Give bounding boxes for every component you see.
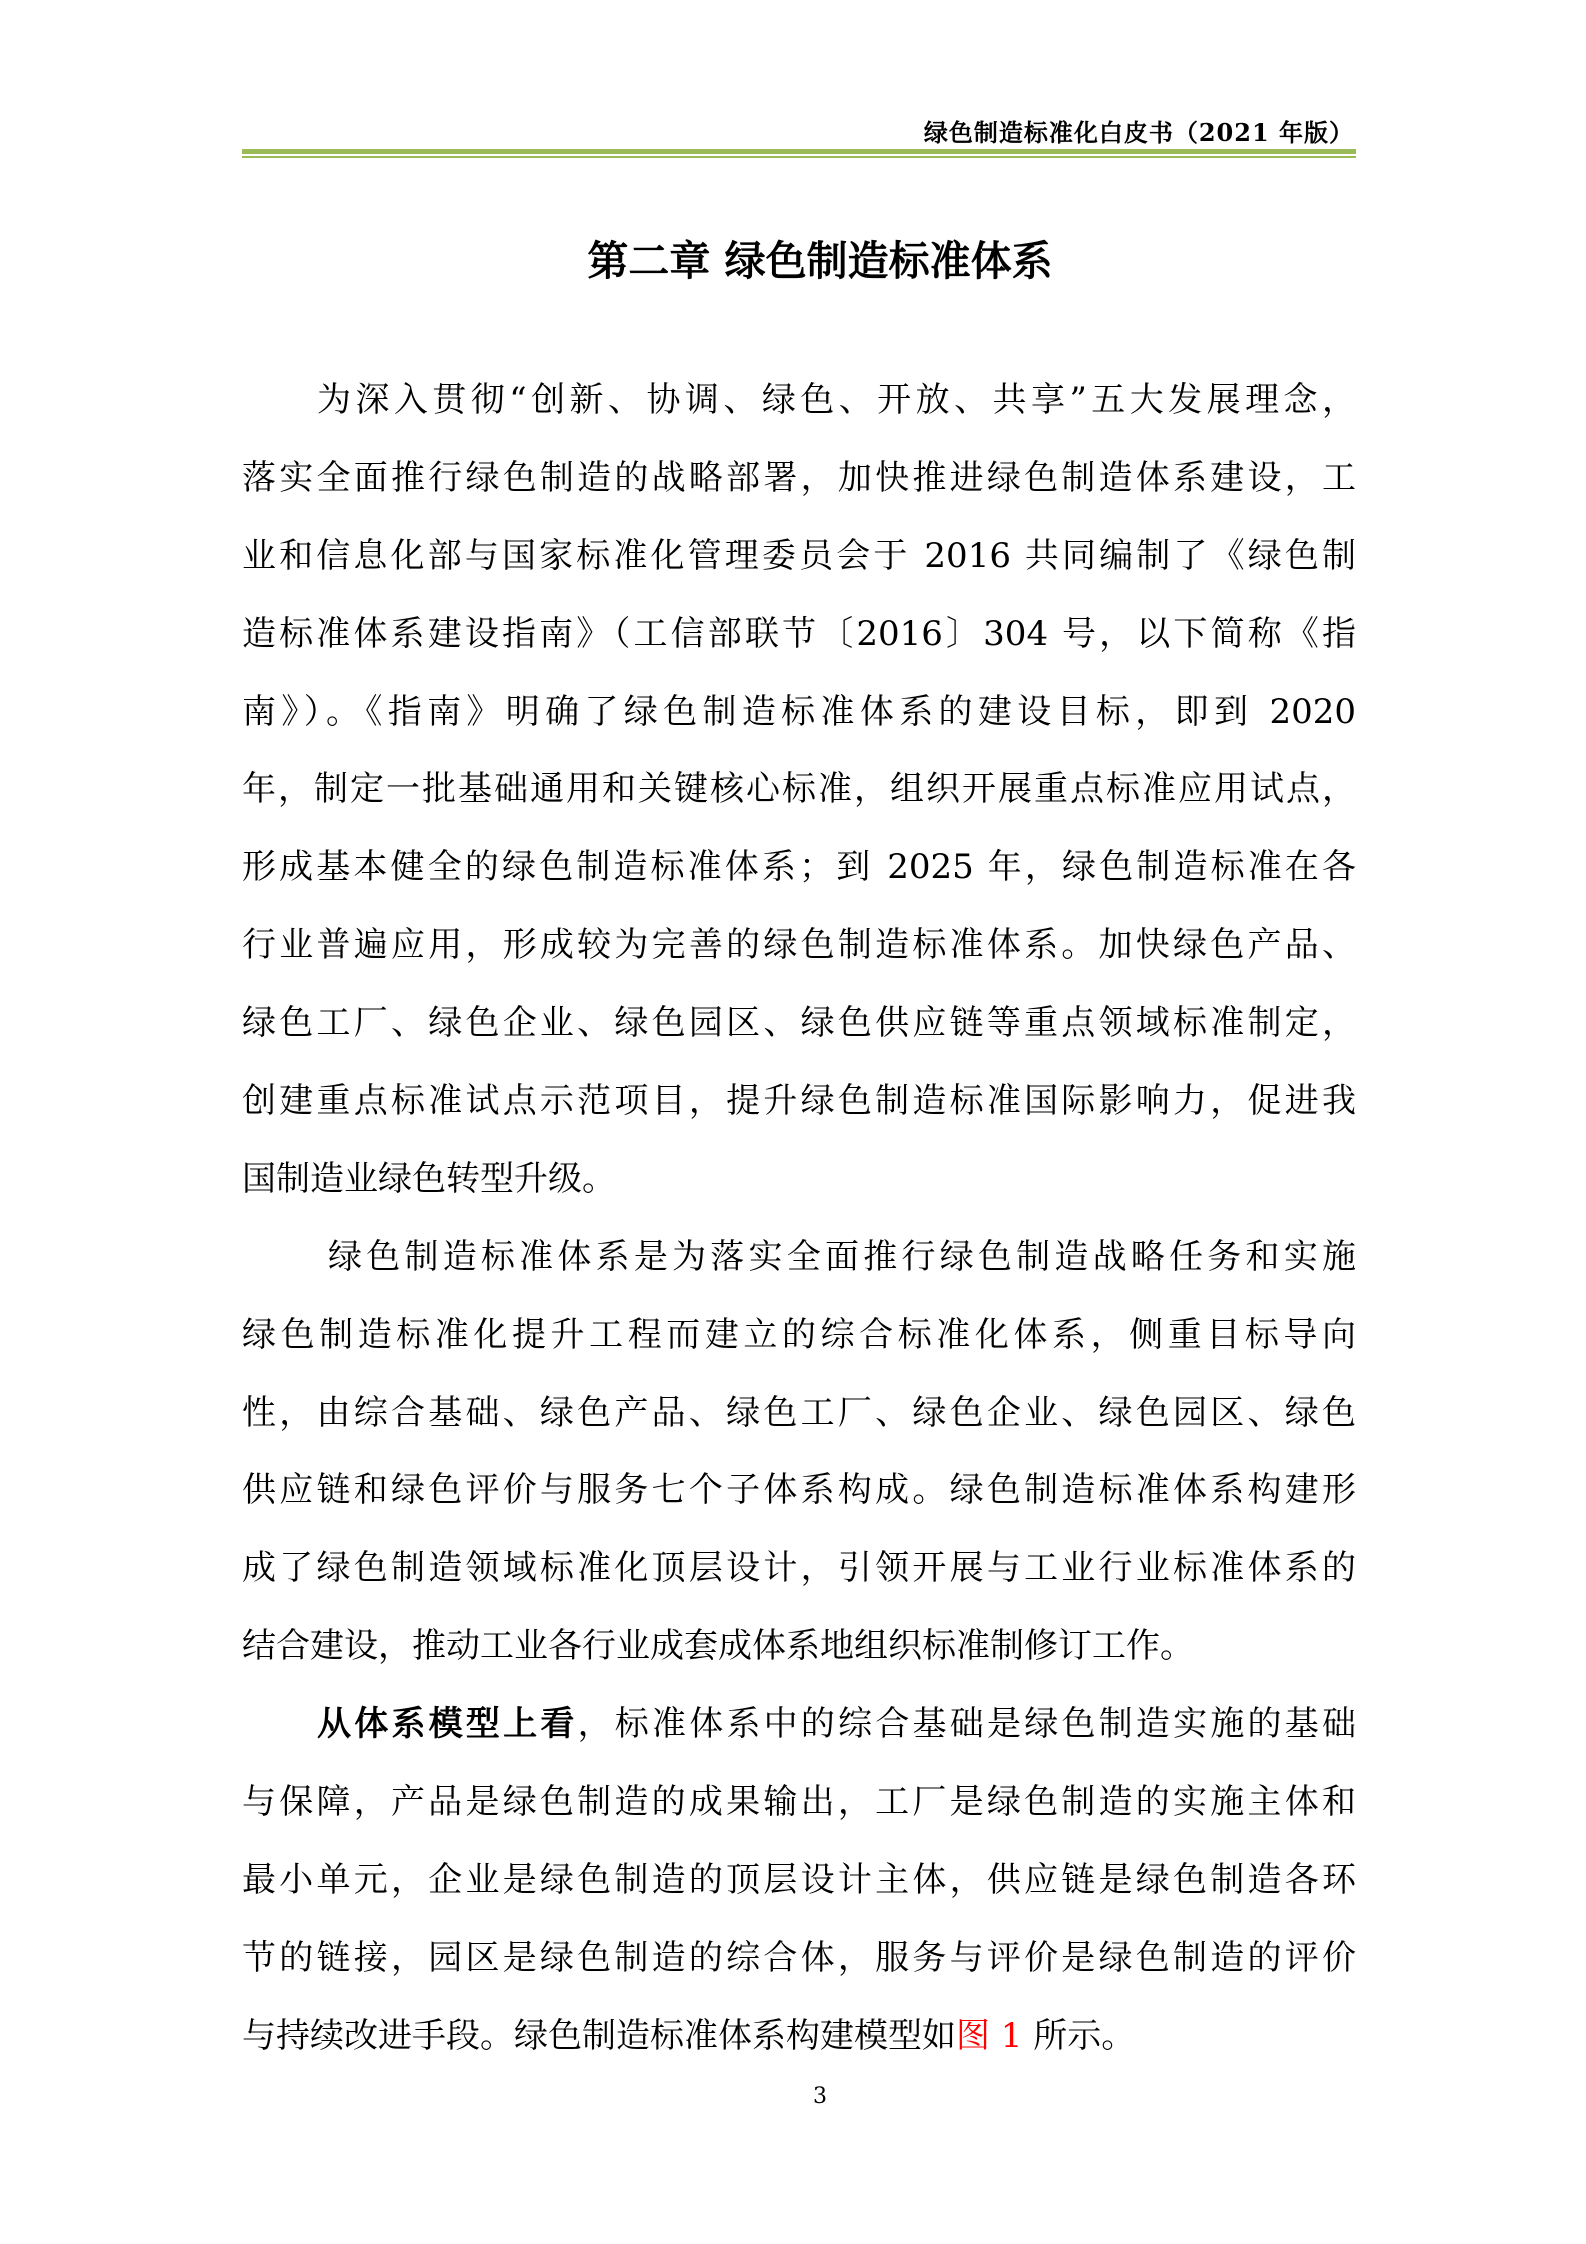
- text-line: [242, 596, 1356, 674]
- text-segment: 最小单元，企业是绿色制造的顶层设计主体，供应链是绿色制造各环: [242, 1859, 1356, 1900]
- text-line: [242, 440, 1356, 518]
- text-line: [242, 1920, 1356, 1998]
- text-line: [242, 518, 1356, 596]
- text-line: [242, 1608, 1356, 1686]
- text-segment: 性，由综合基础、绿色产品、绿色工厂、绿色企业、绿色园区、绿色: [242, 1392, 1356, 1433]
- bold-lead-in: 从体系模型上看: [317, 1704, 578, 1745]
- text-segment: 结合建设，推动工业各行业成套成体系地组织标准制修订工作。: [242, 1626, 1194, 1667]
- text-segment: 绿色制造标准化提升工程而建立的综合标准化体系，侧重目标导向: [242, 1314, 1356, 1355]
- page-number: 3: [813, 2084, 827, 2109]
- text-line: [242, 1686, 1356, 1764]
- text-segment: 绿色制造标准体系是为落实全面推行绿色制造战略任务和实施: [328, 1236, 1356, 1277]
- body-text: [242, 362, 1356, 2076]
- text-segment: 成了绿色制造领域标准化顶层设计，引领开展与工业行业标准体系的: [242, 1548, 1356, 1589]
- header-rule-thick: [242, 149, 1356, 154]
- text-segment: 落实全面推行绿色制造的战略部署，加快推进绿色制造体系建设，工: [242, 457, 1356, 498]
- text-segment: 南》）。《指南》明确了绿色制造标准体系的建设目标，即到 2020: [242, 691, 1356, 732]
- paragraph: [242, 1686, 1356, 2075]
- text-line: [242, 1452, 1356, 1530]
- text-segment: 所示。: [1022, 2015, 1136, 2056]
- text-segment: 节的链接，园区是绿色制造的综合体，服务与评价是绿色制造的评价: [242, 1937, 1356, 1978]
- text-segment: 创建重点标准试点示范项目，提升绿色制造标准国际影响力，促进我: [242, 1081, 1356, 1122]
- text-line: [242, 674, 1356, 752]
- chapter-title: 第二章 绿色制造标准体系: [587, 237, 1053, 285]
- text-line: [242, 751, 1356, 829]
- text-line: [242, 1842, 1356, 1920]
- text-segment: ，标准体系中的综合基础是绿色制造实施的基础: [577, 1704, 1357, 1745]
- paragraph: [242, 362, 1356, 1219]
- text-line: [242, 829, 1356, 907]
- text-line: [242, 1141, 1356, 1219]
- text-line: [242, 907, 1356, 985]
- text-line: [242, 362, 1356, 440]
- text-segment: 造标准体系建设指南》（工信部联节〔2016〕304 号，以下简称《指: [242, 613, 1356, 654]
- text-line: [242, 1297, 1356, 1375]
- text-line: [242, 1998, 1356, 2076]
- text-segment: 年，制定一批基础通用和关键核心标准，组织开展重点标准应用试点，: [242, 769, 1356, 810]
- text-line: [242, 985, 1356, 1063]
- text-line: [242, 1375, 1356, 1453]
- text-line: [242, 1530, 1356, 1608]
- text-segment: 绿色工厂、绿色企业、绿色园区、绿色供应链等重点领域标准制定，: [242, 1003, 1356, 1044]
- paragraph: [242, 1219, 1356, 1686]
- text-segment: 业和信息化部与国家标准化管理委员会于 2016 共同编制了《绿色制: [242, 535, 1356, 576]
- text-segment: 与保障，产品是绿色制造的成果输出，工厂是绿色制造的实施主体和: [242, 1782, 1356, 1823]
- header-rule-thin: [242, 156, 1356, 158]
- figure-reference-link[interactable]: 图 1: [956, 2015, 1023, 2056]
- text-segment: 与持续改进手段。绿色制造标准体系构建模型如: [242, 2015, 956, 2056]
- text-line: [242, 1063, 1356, 1141]
- text-line: [242, 1764, 1356, 1842]
- text-segment: 国制造业绿色转型升级。: [242, 1158, 616, 1199]
- text-line: [242, 1219, 1356, 1297]
- text-segment: 形成基本健全的绿色制造标准体系；到 2025 年，绿色制造标准在各: [242, 847, 1356, 888]
- text-segment: 为深入贯彻“创新、协调、绿色、开放、共享”五大发展理念，: [317, 380, 1356, 420]
- text-segment: 供应链和绿色评价与服务七个子体系构成。绿色制造标准体系构建形: [242, 1470, 1356, 1511]
- running-header: 绿色制造标准化白皮书（2021 年版）: [923, 118, 1354, 147]
- text-segment: 行业普遍应用，形成较为完善的绿色制造标准体系。加快绿色产品、: [242, 925, 1356, 966]
